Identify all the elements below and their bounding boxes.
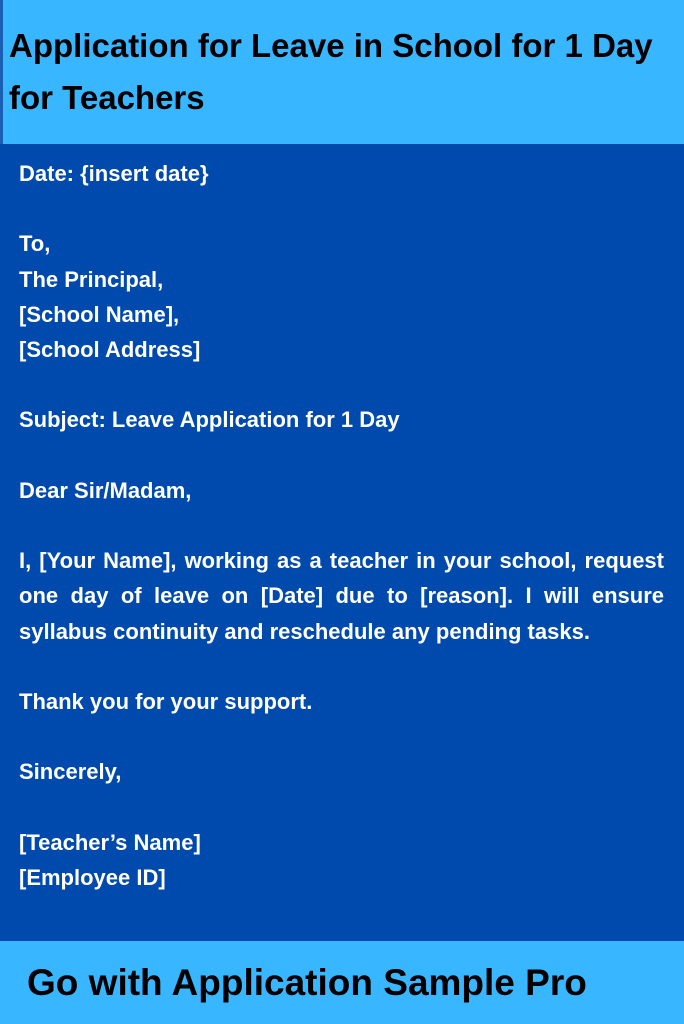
employee-id: [Employee ID] xyxy=(19,864,166,890)
thanks-line: Thank you for your support. xyxy=(19,688,313,714)
spacer xyxy=(19,508,664,543)
closing-line: Sincerely, xyxy=(19,759,122,785)
spacer xyxy=(19,367,664,402)
spacer xyxy=(19,438,664,473)
body-paragraph: I, [Your Name], working as a teacher in your school, request one day of leave on [Date] due to [reason]. I will ensure syllabus continuity and reschedule any pending tasks. xyxy=(19,548,664,644)
signature-name: [Teacher’s Name] xyxy=(19,829,201,855)
footer-banner xyxy=(0,941,684,1024)
spacer xyxy=(19,790,664,825)
spacer xyxy=(19,191,664,226)
spacer xyxy=(19,649,664,684)
school-address-line: [School Address] xyxy=(19,337,201,362)
date-line: Date: {insert date} xyxy=(19,161,209,186)
recipient-line: The Principal, xyxy=(19,266,164,292)
title-banner xyxy=(0,0,684,144)
subject-line: Subject: Leave Application for 1 Day xyxy=(19,407,400,433)
spacer xyxy=(19,719,664,754)
salutation-line: Dear Sir/Madam, xyxy=(19,477,192,503)
page-title: Application for Leave in School for 1 Day for Teachers xyxy=(9,27,653,116)
letter-body xyxy=(19,156,664,895)
footer-text: Go with Application Sample Pro xyxy=(27,962,587,1003)
school-name-line: [School Name], xyxy=(19,301,180,327)
to-line: To, xyxy=(19,231,51,257)
